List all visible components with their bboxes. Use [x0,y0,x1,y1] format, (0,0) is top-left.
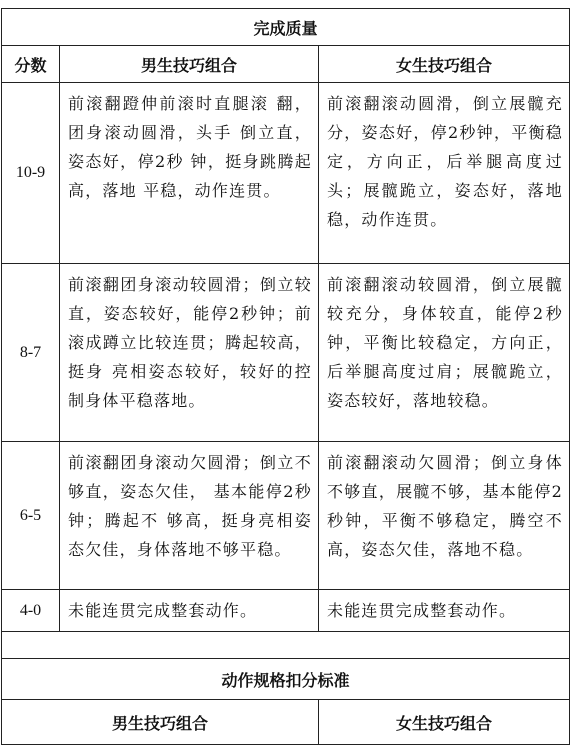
male-criteria-cell: 前滚翻团身滚动欠圆滑；倒立不够直，姿态欠佳， 基本能停2秒钟；腾起不 够高，挺身亮相姿态欠佳，身体落地不够平稳。 [60,442,319,590]
table-row [2,264,570,442]
header-score: 分数 [2,46,60,83]
male-criteria-cell: 前滚翻团身滚动较圆滑；倒立较直，姿态较好，能停2秒钟；前滚成蹲立比较连贯；腾起较高，挺身 亮相姿态较好，较好的控 制身体平稳落地。 [60,264,319,442]
header-row [2,46,570,83]
table-row [2,442,570,590]
deduction-header-row [2,700,570,745]
male-criteria-cell: 未能连贯完成整套动作。 [60,590,319,632]
female-criteria-cell: 前滚翻滚动较圆滑，倒立展髋较充分，身体较直，能停2秒钟，平衡比较稳定，方向正，后举腿高度过肩；展髋跪立，姿态较好，落地较稳。 [319,264,570,442]
table-row [2,83,570,264]
female-criteria-cell: 前滚翻滚动圆滑，倒立展髋充分，姿态好，停2秒钟，平衡稳定，方向正，后举腿高度过头；展髋跪立，姿态好，落地稳，动作连贯。 [319,83,570,264]
female-criteria-cell: 未能连贯完成整套动作。 [319,590,570,632]
deduction-header-male: 男生技巧组合 [2,700,319,745]
scoring-table [1,8,570,745]
spacer-row [2,632,570,659]
male-criteria-cell: 前滚翻蹬伸前滚时直腿滚 翻，团身滚动圆滑，头手 倒立直，姿态好，停2秒 钟，挺身跳腾起高，落地 平稳，动作连贯。 [60,83,319,264]
header-female: 女生技巧组合 [319,46,570,83]
score-cell: 10-9 [2,83,60,264]
table-row [2,590,570,632]
title-row [2,9,570,46]
deduction-header-female: 女生技巧组合 [319,700,570,745]
female-criteria-cell: 前滚翻滚动欠圆滑；倒立身体不够直，展髋不够，基本能停2秒钟，平衡不够稳定，腾空不高，姿态欠佳，落地不稳。 [319,442,570,590]
spacer-cell [2,632,570,659]
deduction-title-row [2,659,570,700]
table-title: 完成质量 [2,9,570,46]
deduction-title: 动作规格扣分标准 [2,659,570,700]
score-cell: 8-7 [2,264,60,442]
score-cell: 4-0 [2,590,60,632]
score-cell: 6-5 [2,442,60,590]
header-male: 男生技巧组合 [60,46,319,83]
